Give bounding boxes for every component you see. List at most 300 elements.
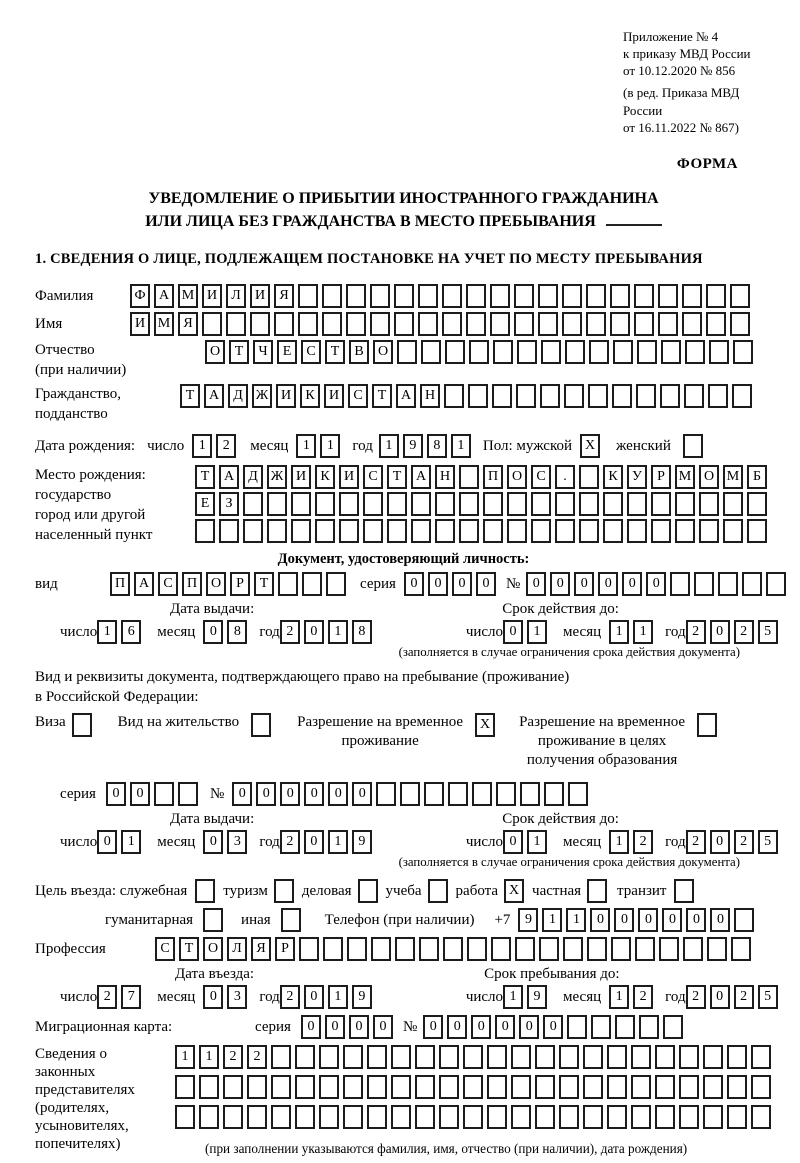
- purpose-humanitarian-label: гуманитарная: [105, 911, 194, 928]
- purpose-humanitarian-checkbox: [203, 908, 227, 932]
- char-cell: 2: [686, 620, 706, 644]
- char-cell: В: [349, 340, 369, 364]
- char-cell: С: [531, 465, 551, 489]
- option-edu-residence: [519, 713, 721, 770]
- res-issue-month-cells: [203, 830, 251, 854]
- char-cell: Р: [230, 572, 250, 596]
- char-cell: [195, 519, 215, 543]
- char-cell: 0: [686, 908, 706, 932]
- char-cell: К: [300, 384, 320, 408]
- doc-series-cells: [404, 572, 500, 596]
- char-cell: [271, 1075, 291, 1099]
- char-cell: [250, 312, 270, 336]
- char-cell: [442, 312, 462, 336]
- doc-number-label: №: [505, 575, 521, 592]
- char-cell: 2: [247, 1045, 267, 1069]
- representatives-label-line4: (родителях,: [35, 1100, 110, 1117]
- char-cell: [319, 1105, 339, 1129]
- char-cell: [706, 312, 726, 336]
- char-cell: 2: [734, 985, 754, 1009]
- char-cell: [631, 1105, 651, 1129]
- char-cell: 2: [280, 620, 300, 644]
- char-cell: [339, 519, 359, 543]
- char-cell: 0: [710, 985, 730, 1009]
- char-cell: [541, 340, 561, 364]
- entry-dates-row: [60, 985, 772, 1009]
- char-cell: [703, 1075, 723, 1099]
- char-cell: 0: [598, 572, 618, 596]
- char-cell: [295, 1075, 315, 1099]
- citizenship-label-line1: Гражданство,: [35, 386, 122, 403]
- char-cell: 1: [609, 620, 629, 644]
- char-cell: [603, 492, 623, 516]
- purpose-tourism-checkbox: [274, 879, 298, 903]
- char-cell: 2: [280, 985, 300, 1009]
- char-cell: [459, 519, 479, 543]
- char-cell: [751, 1045, 771, 1069]
- char-cell: [615, 1015, 635, 1039]
- char-cell: [411, 492, 431, 516]
- char-cell: [694, 572, 714, 596]
- char-cell: [443, 937, 463, 961]
- sex-male-label: Пол: мужской: [482, 437, 573, 454]
- birthdate-day-cells: [192, 434, 240, 458]
- char-cell: [636, 384, 656, 408]
- char-cell: 1: [503, 985, 523, 1009]
- char-cell: [674, 879, 694, 903]
- visa-checkbox: [72, 713, 96, 737]
- residence-issue-head: Дата выдачи:: [170, 811, 255, 828]
- char-cell: [346, 312, 366, 336]
- char-cell: [727, 1075, 747, 1099]
- char-cell: [627, 492, 647, 516]
- char-cell: [415, 1105, 435, 1129]
- char-cell: [439, 1105, 459, 1129]
- migration-series-label: серия: [255, 1018, 291, 1035]
- char-cell: 8: [427, 434, 447, 458]
- doc-kind-cells: [110, 572, 350, 596]
- char-cell: [511, 1045, 531, 1069]
- char-cell: [586, 312, 606, 336]
- char-cell: 2: [633, 985, 653, 1009]
- char-cell: [531, 492, 551, 516]
- char-cell: А: [411, 465, 431, 489]
- char-cell: [72, 713, 92, 737]
- char-cell: [747, 519, 767, 543]
- birthplace-label: [35, 465, 195, 545]
- purpose-official-label: Цель въезда: служебная: [35, 882, 188, 899]
- res-valid-year-label: год: [665, 833, 686, 850]
- char-cell: С: [301, 340, 321, 364]
- purpose-study-label: учеба: [385, 882, 422, 899]
- char-cell: 1: [542, 908, 562, 932]
- temp-residence-label-line2: проживание: [341, 733, 419, 750]
- patronymic-row: [35, 340, 772, 380]
- residence-series-row: [60, 782, 772, 806]
- residence-validity-note: (заполняется в случае ограничения срока действия документа): [398, 855, 740, 870]
- char-cell: 1: [609, 985, 629, 1009]
- char-cell: [472, 782, 492, 806]
- char-cell: [579, 492, 599, 516]
- residence-valid-head: Срок действия до:: [502, 811, 619, 828]
- char-cell: 0: [550, 572, 570, 596]
- char-cell: 0: [614, 908, 634, 932]
- char-cell: П: [110, 572, 130, 596]
- char-cell: И: [324, 384, 344, 408]
- char-cell: 2: [280, 830, 300, 854]
- temp-residence-checkbox: [475, 713, 499, 737]
- entry-date-head: Дата въезда:: [175, 966, 255, 983]
- char-cell: П: [483, 465, 503, 489]
- char-cell: [418, 284, 438, 308]
- char-cell: 0: [710, 830, 730, 854]
- char-cell: [610, 312, 630, 336]
- char-cell: [535, 1045, 555, 1069]
- char-cell: [199, 1075, 219, 1099]
- char-cell: 0: [646, 572, 666, 596]
- char-cell: [469, 340, 489, 364]
- char-cell: [295, 1105, 315, 1129]
- migration-card-label: Миграционная карта:: [35, 1018, 173, 1035]
- option-visa: [35, 713, 96, 737]
- char-cell: [627, 519, 647, 543]
- temp-residence-label-line1: Разрешение на временное: [297, 714, 464, 731]
- char-cell: 0: [232, 782, 252, 806]
- issue-day-label: число: [60, 623, 98, 640]
- char-cell: [411, 519, 431, 543]
- annex-line-1: Приложение № 4: [623, 29, 719, 44]
- identity-dates-head: [35, 601, 772, 618]
- phone-cells: [518, 908, 758, 932]
- char-cell: 9: [403, 434, 423, 458]
- option-temp-residence: [297, 713, 499, 751]
- char-cell: 0: [304, 782, 324, 806]
- char-cell: [251, 713, 271, 737]
- char-cell: 0: [404, 572, 424, 596]
- char-cell: [683, 434, 703, 458]
- char-cell: [367, 1105, 387, 1129]
- char-cell: [699, 519, 719, 543]
- char-cell: 0: [130, 782, 150, 806]
- issue-year-cells: [280, 620, 376, 644]
- char-cell: [589, 340, 609, 364]
- char-cell: 0: [638, 908, 658, 932]
- char-cell: [658, 312, 678, 336]
- char-cell: [607, 1105, 627, 1129]
- char-cell: [730, 284, 750, 308]
- phone-prefix: +7: [494, 911, 511, 928]
- char-cell: [565, 340, 585, 364]
- res-valid-month-cells: [609, 830, 657, 854]
- char-cell: 0: [352, 782, 372, 806]
- char-cell: [448, 782, 468, 806]
- char-cell: [516, 384, 536, 408]
- char-cell: 0: [325, 1015, 345, 1039]
- char-cell: [323, 937, 343, 961]
- birthplace-label-line4: населенный пункт: [35, 527, 153, 544]
- char-cell: [579, 519, 599, 543]
- migration-series-cells: [301, 1015, 397, 1039]
- profession-row: [35, 937, 772, 961]
- char-cell: [203, 908, 223, 932]
- purpose-other-label: иная: [241, 911, 271, 928]
- char-cell: [463, 1105, 483, 1129]
- char-cell: [683, 937, 703, 961]
- res-issue-year-label: год: [259, 833, 280, 850]
- char-cell: 0: [543, 1015, 563, 1039]
- purpose-other-checkbox: [281, 908, 305, 932]
- purpose-study-checkbox: [428, 879, 452, 903]
- birthplace-label-line3: город или другой: [35, 507, 146, 524]
- char-cell: [371, 937, 391, 961]
- char-cell: [747, 492, 767, 516]
- phone-label: Телефон (при наличии): [324, 911, 475, 928]
- char-cell: [483, 492, 503, 516]
- char-cell: 8: [352, 620, 372, 644]
- stay-day-cells: [503, 985, 551, 1009]
- sex-female-checkbox: [683, 434, 707, 458]
- birthplace-row1-cells: [195, 465, 771, 489]
- char-cell: [387, 519, 407, 543]
- char-cell: [732, 384, 752, 408]
- birthdate-label: Дата рождения:: [35, 437, 136, 454]
- char-cell: О: [699, 465, 719, 489]
- char-cell: [559, 1075, 579, 1099]
- char-cell: 0: [280, 782, 300, 806]
- char-cell: [363, 519, 383, 543]
- char-cell: 6: [121, 620, 141, 644]
- char-cell: X: [475, 713, 495, 737]
- birthdate-month-label: месяц: [250, 437, 289, 454]
- char-cell: [466, 284, 486, 308]
- char-cell: 1: [121, 830, 141, 854]
- firstname-label: Имя: [35, 315, 63, 332]
- birthplace-cells-col: [195, 465, 771, 546]
- char-cell: Т: [229, 340, 249, 364]
- char-cell: 0: [503, 620, 523, 644]
- char-cell: [734, 908, 754, 932]
- char-cell: [418, 312, 438, 336]
- char-cell: [544, 782, 564, 806]
- char-cell: [742, 572, 762, 596]
- doc-series-label: серия: [360, 575, 396, 592]
- char-cell: З: [219, 492, 239, 516]
- char-cell: 8: [227, 620, 247, 644]
- purpose-work-checkbox: [504, 879, 528, 903]
- char-cell: [708, 384, 728, 408]
- visa-label: Виза: [35, 714, 66, 731]
- char-cell: [298, 284, 318, 308]
- char-cell: О: [507, 465, 527, 489]
- char-cell: 0: [710, 620, 730, 644]
- char-cell: [559, 1105, 579, 1129]
- char-cell: [684, 384, 704, 408]
- char-cell: [391, 1105, 411, 1129]
- edu-residence-label-line1: Разрешение на временное: [519, 714, 686, 731]
- char-cell: [723, 519, 743, 543]
- char-cell: [243, 519, 263, 543]
- sex-female-label: женский: [616, 437, 671, 454]
- profession-label: Профессия: [35, 940, 106, 957]
- char-cell: [463, 1045, 483, 1069]
- char-cell: [583, 1105, 603, 1129]
- char-cell: Б: [747, 465, 767, 489]
- char-cell: [727, 1045, 747, 1069]
- char-cell: [421, 340, 441, 364]
- char-cell: [568, 782, 588, 806]
- char-cell: [444, 384, 464, 408]
- valid-year-cells: [686, 620, 782, 644]
- char-cell: 5: [758, 620, 778, 644]
- char-cell: Л: [227, 937, 247, 961]
- char-cell: [583, 1075, 603, 1099]
- char-cell: Т: [195, 465, 215, 489]
- char-cell: [579, 465, 599, 489]
- char-cell: 1: [609, 830, 629, 854]
- entry-year-label: год: [259, 988, 280, 1005]
- birthplace-row3-cells: [195, 519, 771, 543]
- char-cell: 2: [97, 985, 117, 1009]
- res-issue-day-label: число: [60, 833, 98, 850]
- char-cell: [655, 1105, 675, 1129]
- form-title-line1: УВЕДОМЛЕНИЕ О ПРИБЫТИИ ИНОСТРАННОГО ГРАЖДАНИНА: [148, 189, 659, 207]
- char-cell: [520, 782, 540, 806]
- residence-series-label: серия: [60, 785, 96, 802]
- entry-day-cells: [97, 985, 145, 1009]
- char-cell: 1: [175, 1045, 195, 1069]
- birthdate-year-cells: [379, 434, 475, 458]
- char-cell: [376, 782, 396, 806]
- char-cell: [467, 937, 487, 961]
- res-valid-day-label: число: [465, 833, 504, 850]
- char-cell: [424, 782, 444, 806]
- char-cell: М: [178, 284, 198, 308]
- char-cell: [271, 1045, 291, 1069]
- char-cell: [563, 937, 583, 961]
- char-cell: Н: [420, 384, 440, 408]
- char-cell: 1: [192, 434, 212, 458]
- char-cell: [675, 519, 695, 543]
- char-cell: [343, 1105, 363, 1129]
- char-cell: [435, 519, 455, 543]
- char-cell: [487, 1075, 507, 1099]
- entry-day-label: число: [60, 988, 98, 1005]
- char-cell: 7: [121, 985, 141, 1009]
- form-title-line2: ИЛИ ЛИЦА БЕЗ ГРАЖДАНСТВА В МЕСТО ПРЕБЫВАНИЯ: [145, 213, 596, 231]
- birthdate-day-label: число: [147, 437, 185, 454]
- char-cell: 5: [758, 830, 778, 854]
- char-cell: [564, 384, 584, 408]
- profession-cells: [155, 937, 755, 961]
- char-cell: [397, 340, 417, 364]
- char-cell: [634, 284, 654, 308]
- char-cell: [591, 1015, 611, 1039]
- residence-series-cells: [106, 782, 202, 806]
- annex-reference: [623, 28, 772, 136]
- char-cell: [531, 519, 551, 543]
- char-cell: 1: [320, 434, 340, 458]
- birthdate-month-cells: [296, 434, 344, 458]
- char-cell: [660, 384, 680, 408]
- char-cell: 1: [379, 434, 399, 458]
- citizenship-label: [35, 384, 180, 424]
- identity-valid-head: Срок действия до:: [502, 601, 619, 618]
- edu-residence-label-line2: проживание в целях: [537, 733, 667, 750]
- valid-day-cells: [503, 620, 551, 644]
- char-cell: [391, 1075, 411, 1099]
- char-cell: Н: [435, 465, 455, 489]
- char-cell: [358, 879, 378, 903]
- char-cell: [442, 284, 462, 308]
- char-cell: И: [339, 465, 359, 489]
- char-cell: Ж: [267, 465, 287, 489]
- char-cell: 0: [447, 1015, 467, 1039]
- char-cell: [490, 284, 510, 308]
- stay-until-head: Срок пребывания до:: [484, 966, 620, 983]
- char-cell: [487, 1105, 507, 1129]
- char-cell: [439, 1075, 459, 1099]
- entry-month-cells: [203, 985, 251, 1009]
- stay-month-label: месяц: [563, 988, 602, 1005]
- char-cell: 1: [328, 985, 348, 1009]
- char-cell: 1: [451, 434, 471, 458]
- char-cell: [766, 572, 786, 596]
- citizenship-cells: [180, 384, 756, 408]
- char-cell: [468, 384, 488, 408]
- char-cell: 0: [495, 1015, 515, 1039]
- char-cell: [347, 937, 367, 961]
- char-cell: [507, 492, 527, 516]
- char-cell: 0: [710, 908, 730, 932]
- char-cell: [658, 284, 678, 308]
- char-cell: [298, 312, 318, 336]
- char-cell: [291, 492, 311, 516]
- char-cell: 2: [686, 830, 706, 854]
- char-cell: А: [134, 572, 154, 596]
- char-cell: Т: [372, 384, 392, 408]
- representatives-label: [35, 1045, 175, 1153]
- purpose-private-checkbox: [587, 879, 611, 903]
- migration-number-cells: [423, 1015, 687, 1039]
- representatives-row3-cells: [175, 1105, 775, 1129]
- char-cell: [611, 937, 631, 961]
- char-cell: А: [154, 284, 174, 308]
- char-cell: Д: [228, 384, 248, 408]
- identity-issue-head: Дата выдачи:: [170, 601, 255, 618]
- purpose-row2: [35, 908, 772, 932]
- char-cell: 9: [518, 908, 538, 932]
- purpose-official-checkbox: [195, 879, 219, 903]
- char-cell: [435, 492, 455, 516]
- char-cell: [178, 782, 198, 806]
- char-cell: 0: [452, 572, 472, 596]
- surname-row: [35, 284, 772, 308]
- char-cell: 1: [566, 908, 586, 932]
- doc-number-cells: [526, 572, 790, 596]
- char-cell: Т: [254, 572, 274, 596]
- stay-day-label: число: [465, 988, 504, 1005]
- res-issue-month-label: месяц: [157, 833, 196, 850]
- char-cell: [634, 312, 654, 336]
- char-cell: [555, 519, 575, 543]
- char-cell: 0: [301, 1015, 321, 1039]
- char-cell: [663, 1015, 683, 1039]
- residence-number-label: №: [209, 785, 225, 802]
- char-cell: [202, 312, 222, 336]
- char-cell: 5: [758, 985, 778, 1009]
- char-cell: 0: [304, 830, 324, 854]
- char-cell: [635, 937, 655, 961]
